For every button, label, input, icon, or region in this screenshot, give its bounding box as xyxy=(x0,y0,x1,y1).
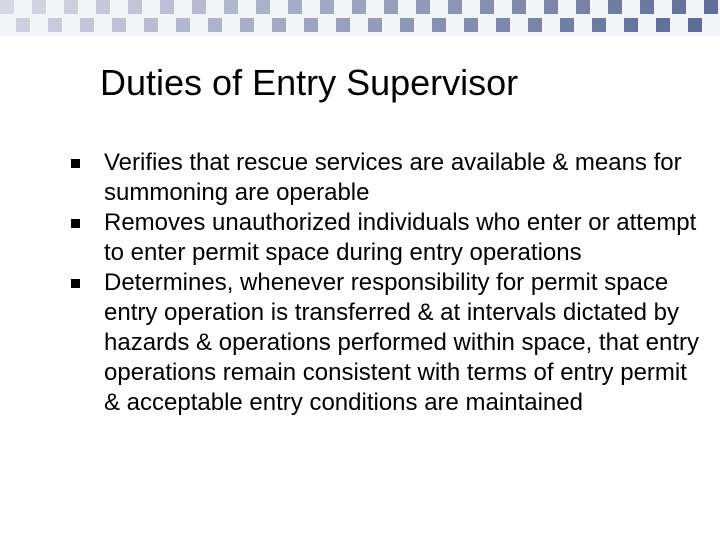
band-square xyxy=(640,0,654,14)
band-square xyxy=(384,0,398,14)
band-square xyxy=(96,0,110,14)
decorative-header-band xyxy=(0,0,720,36)
band-square xyxy=(32,0,46,14)
band-square xyxy=(48,18,62,32)
band-square xyxy=(544,0,558,14)
square-bullet-icon xyxy=(71,279,80,288)
band-square xyxy=(160,0,174,14)
bullet-text: Determines, whenever responsibility for permit space entry operation is transferred & at intervals dictated by hazards & operations performed within space, that entry operations remain consistent with terms of entry permit & acceptable entry conditions are maintained xyxy=(104,269,699,416)
band-square xyxy=(288,0,302,14)
band-square xyxy=(80,18,94,32)
band-square xyxy=(576,0,590,14)
band-square xyxy=(448,0,462,14)
band-square xyxy=(560,18,574,32)
band-square xyxy=(432,18,446,32)
band-square xyxy=(144,18,158,32)
band-square xyxy=(656,18,670,32)
band-square xyxy=(688,18,702,32)
bullet-item-1 xyxy=(0,148,720,208)
band-square xyxy=(608,0,622,14)
band-square xyxy=(464,18,478,32)
square-bullet-icon xyxy=(71,219,80,228)
bullet-item-2 xyxy=(0,208,720,268)
band-square xyxy=(512,0,526,14)
band-square xyxy=(224,0,238,14)
band-square xyxy=(528,18,542,32)
band-square xyxy=(304,18,318,32)
band-square xyxy=(192,0,206,14)
band-square xyxy=(0,0,14,14)
band-square xyxy=(176,18,190,32)
bullet-item-3 xyxy=(0,268,720,418)
band-square xyxy=(480,0,494,14)
band-square xyxy=(64,0,78,14)
band-square xyxy=(336,18,350,32)
band-square xyxy=(352,0,366,14)
band-square xyxy=(16,18,30,32)
band-square xyxy=(496,18,510,32)
slide-title: Duties of Entry Supervisor xyxy=(100,62,519,103)
band-square xyxy=(416,0,430,14)
band-square xyxy=(592,18,606,32)
band-square xyxy=(704,0,718,14)
band-square xyxy=(624,18,638,32)
band-square xyxy=(208,18,222,32)
band-square xyxy=(272,18,286,32)
band-square xyxy=(400,18,414,32)
band-square xyxy=(368,18,382,32)
band-square xyxy=(240,18,254,32)
band-square xyxy=(672,0,686,14)
square-bullet-icon xyxy=(71,159,80,168)
band-square xyxy=(128,0,142,14)
bullet-list xyxy=(0,148,720,418)
bullet-text: Verifies that rescue services are available & means for summoning are operable xyxy=(104,149,682,206)
bullet-text: Removes unauthorized individuals who enter or attempt to enter permit space during entry operations xyxy=(104,209,697,266)
band-square xyxy=(112,18,126,32)
band-square xyxy=(320,0,334,14)
band-square xyxy=(256,0,270,14)
